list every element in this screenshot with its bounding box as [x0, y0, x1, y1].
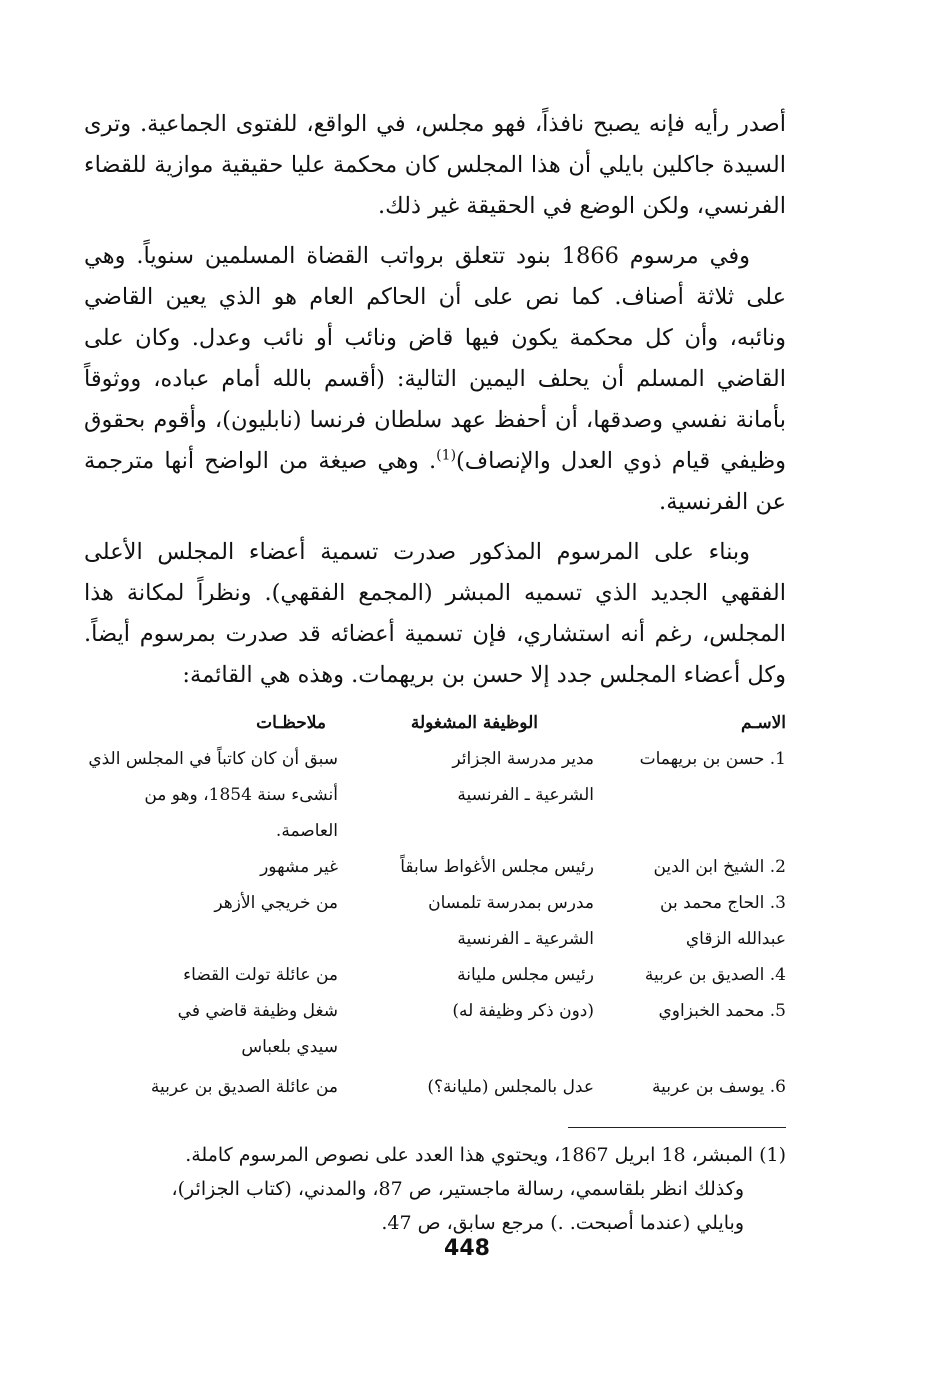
table-row	[84, 741, 786, 777]
footnote-divider	[568, 1127, 786, 1128]
table-row	[84, 1029, 786, 1065]
cell-notes: أنشىء سنة 1854، وهو من العاصمة.	[144, 785, 338, 841]
cell-name: 4. الصديق بن عربية	[644, 965, 786, 985]
cell-job	[348, 1029, 608, 1065]
cell-notes: سبق أن كان كاتباً في المجلس الذي	[88, 749, 338, 769]
paragraph-3: وبناء على المرسوم المذكور صدرت تسمية أعضاء المجلس الأعلى الفقهي الجديد الذي تسميه المبشر (المجمع الفقهي). ونظراً لمكانة هذا المجلس، رغم أنه استشاري، فإن تسمية أعضائه قد صدرت بمرسوم أيضاً. وكل أعضاء المجلس جدد إلا حسن بن بريهمات. وهذه هي القائمة:	[84, 539, 786, 688]
cell-job: عدل بالمجلس (مليانة؟)	[427, 1077, 594, 1097]
page-body	[84, 104, 786, 1240]
paragraph-2-tail: . وهي صيغة من الواضح أنها مترجمة عن الفرنسية.	[84, 448, 786, 515]
cell-notes	[84, 921, 348, 957]
table-row	[84, 957, 786, 993]
header-name: الاسـم	[741, 713, 786, 733]
cell-name: 2. الشيخ ابن الدين	[653, 857, 786, 877]
cell-name	[608, 1029, 786, 1065]
paragraph-2	[84, 236, 786, 523]
cell-name: عبدالله الزقاي	[685, 929, 786, 949]
header-notes: ملاحظـات	[256, 713, 326, 733]
paragraph-1: أصدر رأيه فإنه يصبح نافذاً، فهو مجلس، في الواقع، للفتوى الجماعية. وترى السيدة جاكلين بايلي أن هذا المجلس كان محكمة عليا حقيقية موازية للقضاء الفرنسي، ولكن الوضع في الحقيقة غير ذلك.	[84, 111, 786, 219]
cell-job: مدير مدرسة الجزائر	[452, 749, 594, 769]
table-row	[84, 921, 786, 957]
cell-job: الشرعية ـ الفرنسية	[457, 785, 594, 805]
header-job: الوظيفة المشغولة	[410, 713, 538, 733]
members-table	[84, 705, 786, 1105]
table-row	[84, 777, 786, 849]
footnote	[84, 1138, 786, 1240]
cell-job: (دون ذكر وظيفة له)	[452, 1001, 594, 1021]
cell-notes: غير مشهور	[260, 857, 338, 877]
cell-job: رئيس مجلس مليانة	[457, 965, 594, 985]
table-header	[84, 705, 786, 741]
footnote-line: (1) المبشر، 18 ابريل 1867، ويحتوي هذا العدد على نصوص المرسوم كاملة.	[185, 1144, 786, 1166]
cell-notes: من خريجي الأزهر	[214, 893, 338, 913]
cell-notes: سيدي بلعباس	[241, 1037, 338, 1057]
table-row	[84, 1069, 786, 1105]
cell-job: مدرس بمدرسة تلمسان	[428, 893, 594, 913]
cell-name: 3. الحاج محمد بن	[660, 893, 786, 913]
table-row	[84, 993, 786, 1029]
cell-name: 5. محمد الخبزاوي	[658, 1001, 786, 1021]
table-row	[84, 885, 786, 921]
cell-name: 1. حسن بن بريهمات	[639, 749, 786, 769]
cell-name: 6. يوسف بن عربية	[652, 1077, 786, 1097]
cell-notes: من عائلة تولت القضاء	[183, 965, 338, 985]
cell-notes: من عائلة الصديق بن عربية	[150, 1077, 338, 1097]
cell-notes: شغل وظيفة قاضي في	[177, 1001, 338, 1021]
cell-name	[608, 777, 786, 849]
cell-job: رئيس مجلس الأغواط سابقاً	[400, 857, 594, 877]
cell-job: الشرعية ـ الفرنسية	[457, 929, 594, 949]
footnote-line: وكذلك انظر بلقاسمي، رسالة ماجستير، ص 87، والمدني، (كتاب الجزائر)،	[171, 1178, 744, 1200]
table-row	[84, 849, 786, 885]
footnote-ref[interactable]: (1)	[436, 447, 457, 464]
paragraph-2-text: وفي مرسوم 1866 بنود تتعلق برواتب القضاة المسلمين سنوياً. وهي على ثلاثة أصناف. كما نص على أن الحاكم العام هو الذي يعين القاضي ونائبه، وأن كل محكمة يكون فيها قاض ونائب أو نائب وعدل. وكان على القاضي المسلم أن يحلف اليمين التالية: (أقسم بالله أمام عباده، ووثوقاً بأمانة نفسي وصدقها، أن أحفظ عهد سلطان فرنسا (نابليون)، وأقوم بحقوق وظيفي قيام ذوي العدل والإنصاف)	[84, 243, 786, 474]
footnote-line: وبايلي (عندما أصبحت. .) مرجع سابق، ص 47.	[381, 1212, 744, 1234]
page-number: 448	[444, 1236, 490, 1261]
